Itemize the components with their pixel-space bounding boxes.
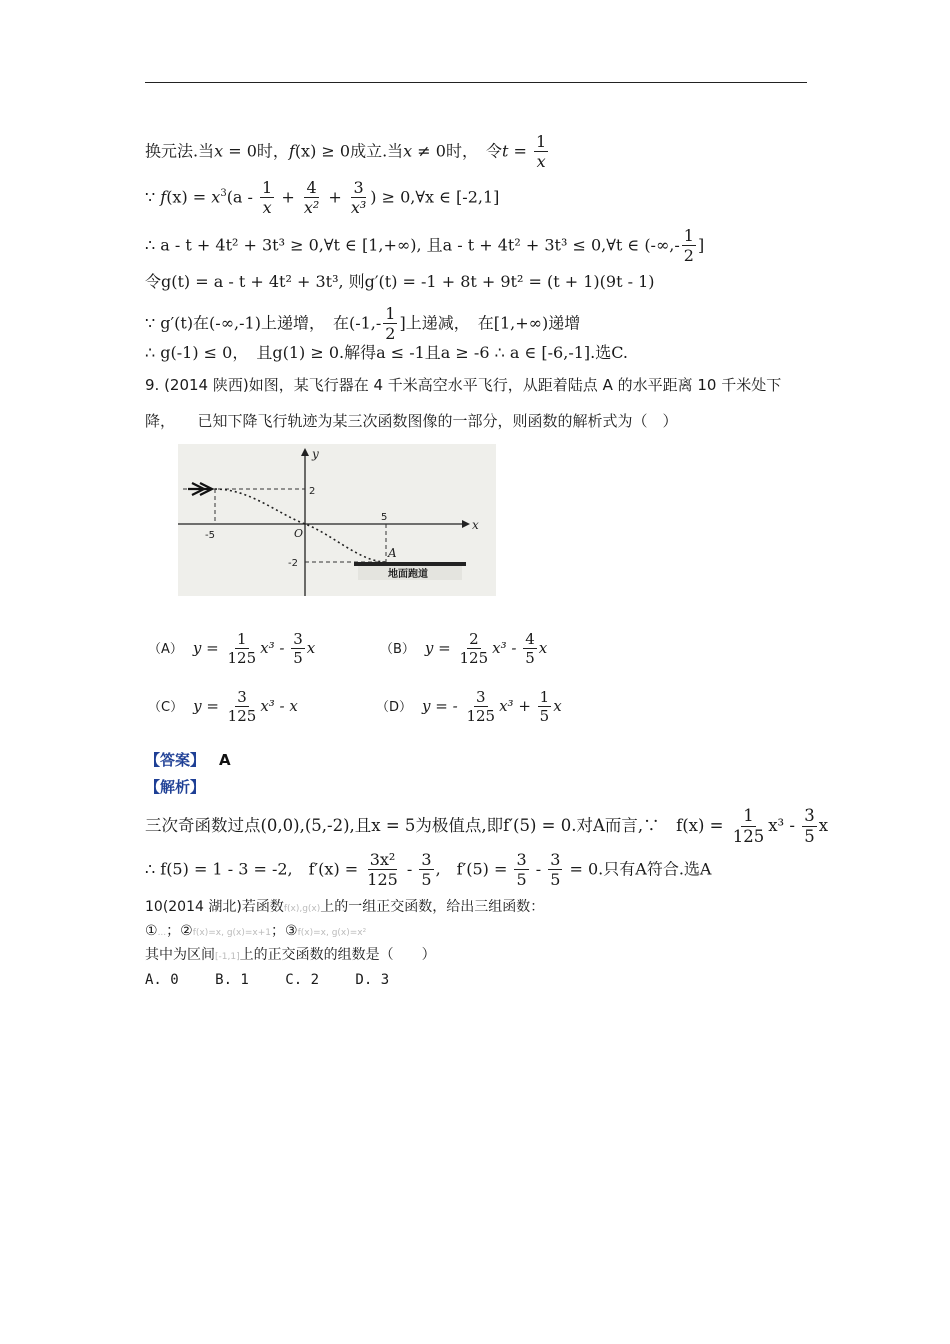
solution-line-2: ∵ $f(x) = x^3(a$ - $\frac{1}{x}$ + $\frac{4}{\text{x²}}$ + $\frac{3}{\text{x³}}$ ) ≥ 0,∀x ∈ [-2,1] (145, 178, 500, 217)
solution-line-6: ∴ g(-1) ≤ 0， 且g(1) ≥ 0.解得a ≤ -1且a ≥ -6 ∴ a ∈ [-6,-1].选C. (145, 343, 628, 362)
tick-label-neg2: -2 (288, 558, 298, 569)
answer-tag: 【答案】 A (145, 751, 231, 769)
runway-bar (354, 562, 466, 566)
x-axis-label: x (472, 518, 479, 532)
analysis-line-1: 三次奇函数过点(0,0),(5,-2),且x = 5为极值点,即f′(5) = 0.对A而言,∵ f(x) = $\frac{1}{125}$ x³ - $\frac{3}{5}$ x (145, 806, 829, 846)
question-10-line-2: ①...；②f(x)=x, g(x)=x+1；③f(x)=x, g(x)=x² (145, 923, 367, 939)
solution-line-5: ∵ g′(t)在(-∞,-1)上递增， 在(-1,- $\frac{1}{2}$ ]上递减， 在[1,+∞)递增 (145, 304, 581, 343)
question-10-line-1: 10(2014 湖北)若函数f(x),g(x)上的一组正交函数，给出三组函数： (145, 899, 545, 915)
header-rule (145, 82, 807, 83)
y-axis-arrow (301, 448, 309, 456)
answer-value: A (219, 751, 231, 769)
solution-line-3: ∴ a - t + 4t² + 3t³ ≥ 0,∀t ∈ [1,+∞), 且a - t + 4t² + 3t³ ≤ 0,∀t ∈ (-∞,- $\frac{1}{2}$ ] (145, 226, 705, 265)
option-b: （B） y = $\frac{2}{125}$ x³ - $\frac{4}{5}$ x (380, 630, 548, 667)
tick-label-neg5: -5 (205, 530, 215, 541)
analysis-line-2: ∴ f(5) = 1 - 3 = -2, f′(x) = $\frac{\text{3x²}}{125}$ - $\frac{3}{5}$ , f′(5) = $\frac{3}{5}$ - $\frac{3}{5}$ = 0.只有A符合.选A (145, 850, 712, 889)
flight-path-figure (178, 444, 496, 596)
origin-label: O (294, 527, 304, 540)
flight-curve (215, 489, 386, 562)
tick-label-5: 5 (381, 512, 388, 523)
solution-line-1: 换元法.当x = 0时，f(x) ≥ 0成立.当x ≠ 0时， 令t = $\frac{1}{x}$ (145, 132, 547, 171)
x-axis-arrow (462, 520, 470, 528)
plane-arrow-icon (188, 483, 212, 495)
question-10-line-3: 其中为区间[-1,1]上的正交函数的组数是（ ） (145, 947, 436, 963)
y-axis-label: y (312, 447, 319, 461)
solution-line-4: 令g(t) = a - t + 4t² + 3t³, 则g′(t) = -1 + 8t + 9t² = (t + 1)(9t - 1) (145, 272, 655, 291)
flight-path-graph (178, 444, 496, 596)
option-d: （D） y = - $\frac{3}{125}$ x³ + $\frac{1}{5}$ x (376, 688, 562, 725)
question-10-choices: A. 0 B. 1 C. 2 D. 3 (145, 972, 390, 988)
option-a: （A） y = $\frac{1}{125}$ x³ - $\frac{3}{5}$ x (148, 630, 316, 667)
point-a-label: A (388, 546, 397, 560)
analysis-tag: 【解析】 (145, 778, 206, 796)
question-9-line-2: 降， 已知下降飞行轨迹为某三次函数图像的一部分，则函数的解析式为（ ） (145, 412, 678, 430)
question-9-line-1: 9. (2014 陕西)如图，某飞行器在 4 千米高空水平飞行，从距着陆点 A 的水平距离 10 千米处下 (145, 376, 782, 394)
option-c: （C） y = $\frac{3}{125}$ x³ - x (148, 688, 298, 725)
tick-label-2: 2 (309, 486, 316, 497)
runway-label: 地面跑道 (388, 569, 428, 580)
